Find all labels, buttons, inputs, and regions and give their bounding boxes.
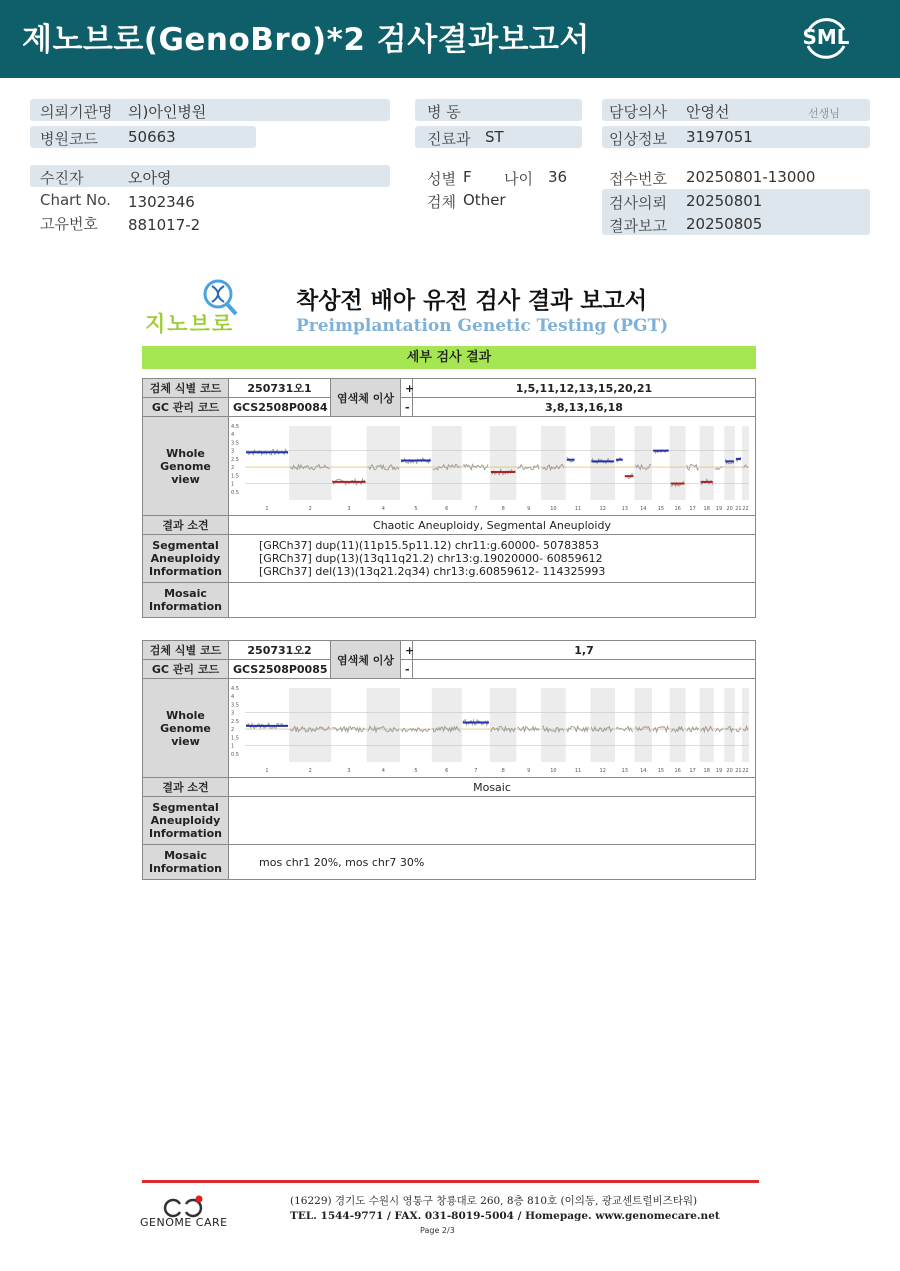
x-tick-label: 12: [599, 505, 606, 512]
request-value: 20250801: [686, 192, 763, 210]
y-tick-label: 4: [231, 431, 235, 438]
age-value: 36: [548, 168, 568, 186]
x-tick-label: 16: [674, 767, 681, 774]
sample-code-value: 250731오1: [229, 379, 331, 398]
report-date-label: 결과보고: [609, 217, 667, 235]
mosaic-label: Mosaic Information: [143, 845, 229, 880]
minus-sign: -: [401, 660, 413, 679]
chromosome-band: [700, 426, 714, 500]
y-tick-label: 2.5: [231, 456, 239, 463]
y-tick-label: 1: [231, 743, 235, 750]
request-label: 검사의뢰: [609, 194, 667, 212]
x-tick-label: 2: [308, 767, 312, 774]
genome-care-text: GENOME CARE: [140, 1216, 228, 1229]
x-tick-label: 13: [621, 505, 628, 512]
plus-chromosomes: 1,5,11,12,13,15,20,21: [413, 379, 756, 398]
x-tick-label: 18: [703, 767, 710, 774]
plus-chromosomes: 1,7: [413, 641, 756, 660]
sample-table-2: [142, 640, 756, 880]
chromosome-band: [432, 688, 462, 762]
x-tick-label: 5: [414, 505, 418, 512]
row-bar: [30, 165, 390, 187]
clinical-value: 3197051: [686, 128, 753, 146]
result-value: Mosaic: [229, 778, 756, 797]
chromosome-band: [289, 688, 331, 762]
x-tick-label: 19: [715, 505, 723, 512]
id-label: 고유번호: [40, 215, 98, 233]
segmental-line: [GRCh37] dup(11)(11p15.5p11.12) chr11:g.60000- 50783853: [259, 539, 600, 552]
footer-divider: [142, 1180, 759, 1183]
minus-chromosomes: [413, 660, 756, 679]
dept-value: ST: [485, 128, 504, 146]
chromosome-band: [670, 688, 686, 762]
x-tick-label: 8: [501, 767, 505, 774]
x-tick-label: 4: [381, 767, 385, 774]
x-tick-label: 20: [726, 505, 733, 512]
footer-address: (16229) 경기도 수원시 영통구 창룡대로 260, 8층 810호 (이의동, 광교센트럴비즈타워): [290, 1195, 698, 1207]
x-tick-label: 10: [550, 767, 557, 774]
specimen-value: Other: [463, 191, 506, 209]
x-tick-label: 16: [674, 505, 681, 512]
x-tick-label: 15: [657, 767, 665, 774]
dept-label: 진료과: [427, 130, 471, 148]
mosaic-label: Mosaic Information: [143, 583, 229, 618]
chromosome-band: [634, 688, 652, 762]
x-tick-label: 14: [640, 505, 647, 512]
x-tick-label: 3: [347, 767, 351, 774]
age-label: 나이: [504, 170, 533, 188]
x-tick-label: 9: [527, 505, 531, 512]
logo-text: 지노브로: [145, 312, 235, 336]
chromosome-band: [490, 426, 516, 500]
x-tick-label: 2: [308, 505, 312, 512]
chromosome-band: [590, 688, 615, 762]
segmental-label: Segmental Aneuploidy Information: [143, 535, 229, 583]
x-tick-label: 11: [574, 505, 582, 512]
segmental-info: [229, 797, 756, 845]
whole-genome-label: Whole Genome view: [143, 417, 229, 516]
doctor-suffix: 선생님: [808, 107, 840, 120]
chromosome-band: [289, 426, 331, 500]
clinical-label: 임상정보: [609, 130, 667, 148]
sex-label: 성별: [427, 170, 456, 188]
x-tick-label: 3: [347, 505, 351, 512]
chromosome-band: [432, 426, 462, 500]
chromosome-band: [742, 688, 749, 762]
segmental-line: [GRCh37] dup(13)(13q11q21.2) chr13:g.19020000- 60859612: [259, 552, 603, 565]
genobro-logo-text: [145, 308, 234, 338]
footer-address-block: [290, 1194, 720, 1224]
plus-sign: +: [401, 379, 413, 398]
report-title-en: Preimplantation Genetic Testing (PGT): [296, 316, 669, 336]
hospital-code-value: 50663: [128, 128, 176, 146]
chart-value: 1302346: [128, 193, 195, 211]
y-tick-label: 4.5: [231, 685, 239, 692]
x-tick-label: 5: [414, 767, 418, 774]
x-tick-label: 1: [265, 767, 269, 774]
result-label: 결과 소견: [143, 516, 229, 535]
x-tick-label: 14: [640, 767, 647, 774]
plus-sign: +: [401, 641, 413, 660]
x-tick-label: 18: [703, 505, 710, 512]
y-tick-label: 1.5: [231, 472, 239, 479]
y-tick-label: 3.5: [231, 439, 239, 446]
gc-code-label: GC 관리 코드: [143, 660, 229, 679]
sample-code-label: 검체 식별 코드: [143, 379, 229, 398]
x-tick-label: 22: [742, 767, 749, 774]
x-tick-label: 9: [527, 767, 531, 774]
id-value: 881017-2: [128, 216, 201, 234]
x-tick-label: 21: [735, 767, 742, 774]
sml-logo: [800, 12, 852, 64]
y-tick-label: 1: [231, 481, 235, 488]
x-tick-label: 8: [501, 505, 505, 512]
segmental-info: [229, 535, 756, 583]
chrom-abn-label: 염색체 이상: [331, 379, 401, 417]
report-date-value: 20250805: [686, 215, 763, 233]
result-value: Chaotic Aneuploidy, Segmental Aneuploidy: [229, 516, 756, 535]
chromosome-band: [490, 688, 516, 762]
x-tick-label: 6: [445, 767, 449, 774]
footer-contact: TEL. 1544-9771 / FAX. 031-8019-5004 / Homepage. www.genomecare.net: [290, 1210, 720, 1222]
page-number: Page 2/3: [420, 1226, 455, 1235]
chromosome-band: [367, 426, 400, 500]
gc-code-label: GC 관리 코드: [143, 398, 229, 417]
segmental-label: Segmental Aneuploidy Information: [143, 797, 229, 845]
x-tick-label: 21: [735, 505, 742, 512]
specimen-label: 검체: [427, 193, 456, 211]
patient-label: 수진자: [40, 169, 84, 187]
patient-value: 오아영: [128, 169, 172, 187]
sample-code-label: 검체 식별 코드: [143, 641, 229, 660]
segmental-line: [GRCh37] del(13)(13q21.2q34) chr13:g.60859612- 114325993: [259, 565, 606, 578]
x-tick-label: 7: [474, 505, 478, 512]
y-tick-label: 2: [231, 464, 235, 471]
y-tick-label: 4.5: [231, 423, 239, 430]
doctor-label: 담당의사: [609, 103, 667, 121]
x-tick-label: 11: [574, 767, 582, 774]
receipt-value: 20250801-13000: [686, 168, 816, 186]
x-tick-label: 1: [265, 505, 269, 512]
x-tick-label: 20: [726, 767, 733, 774]
x-tick-label: 17: [689, 505, 696, 512]
genome-plot-cell: [229, 679, 756, 778]
chromosome-band: [700, 688, 714, 762]
sex-value: F: [463, 168, 472, 186]
hospital-code-label: 병원코드: [40, 130, 98, 148]
x-tick-label: 13: [621, 767, 628, 774]
x-tick-label: 6: [445, 505, 449, 512]
result-label: 결과 소견: [143, 778, 229, 797]
minus-chromosomes: 3,8,13,16,18: [413, 398, 756, 417]
ward-label: 병 동: [427, 103, 461, 121]
mosaic-info: [229, 583, 756, 618]
whole-genome-label: Whole Genome view: [143, 679, 229, 778]
chromosome-band: [670, 426, 686, 500]
mosaic-info: mos chr1 20%, mos chr7 30%: [229, 845, 756, 880]
y-tick-label: 1.5: [231, 734, 239, 741]
chrom-abn-label: 염색체 이상: [331, 641, 401, 679]
minus-sign: -: [401, 398, 413, 417]
gc-code-value: GCS2508P0085: [229, 660, 331, 679]
x-tick-label: 17: [689, 767, 696, 774]
y-tick-label: 3: [231, 710, 235, 717]
chromosome-band: [724, 688, 735, 762]
y-tick-label: 3: [231, 448, 235, 455]
chromosome-band: [742, 426, 749, 500]
sample-table-1: [142, 378, 756, 618]
y-tick-label: 0.5: [231, 489, 239, 496]
report-title: 제노브로(GenoBro)*2 검사결과보고서: [22, 22, 590, 58]
sml-logo-text: SML: [802, 25, 850, 49]
section-title: 세부 검사 결과: [142, 346, 756, 369]
receipt-label: 접수번호: [609, 170, 667, 188]
y-tick-label: 0.5: [231, 751, 239, 758]
x-tick-label: 19: [715, 767, 723, 774]
chromosome-band: [367, 688, 400, 762]
x-tick-label: 7: [474, 767, 478, 774]
chromosome-band: [541, 688, 566, 762]
institution-label: 의뢰기관명: [40, 103, 113, 121]
y-tick-label: 2: [231, 726, 235, 733]
report-title-ko: 착상전 배아 유전 검사 결과 보고서: [296, 288, 648, 314]
header-bar: [0, 0, 900, 78]
doctor-value: 안영선: [686, 103, 730, 121]
y-tick-label: 4: [231, 693, 235, 700]
institution-value: 의)아인병원: [128, 103, 207, 121]
genome-plot-cell: [229, 417, 756, 516]
x-tick-label: 4: [381, 505, 385, 512]
x-tick-label: 15: [657, 505, 665, 512]
x-tick-label: 22: [742, 505, 749, 512]
chromosome-band: [590, 426, 615, 500]
y-tick-label: 2.5: [231, 718, 239, 725]
gc-code-value: GCS2508P0084: [229, 398, 331, 417]
x-tick-label: 10: [550, 505, 557, 512]
chromosome-band: [634, 426, 652, 500]
chart-label: Chart No.: [40, 191, 111, 209]
chromosome-band: [541, 426, 566, 500]
x-tick-label: 12: [599, 767, 606, 774]
sample-code-value: 250731오2: [229, 641, 331, 660]
genome-plot-1: [229, 418, 755, 515]
genome-plot-2: [229, 680, 755, 777]
y-tick-label: 3.5: [231, 701, 239, 708]
